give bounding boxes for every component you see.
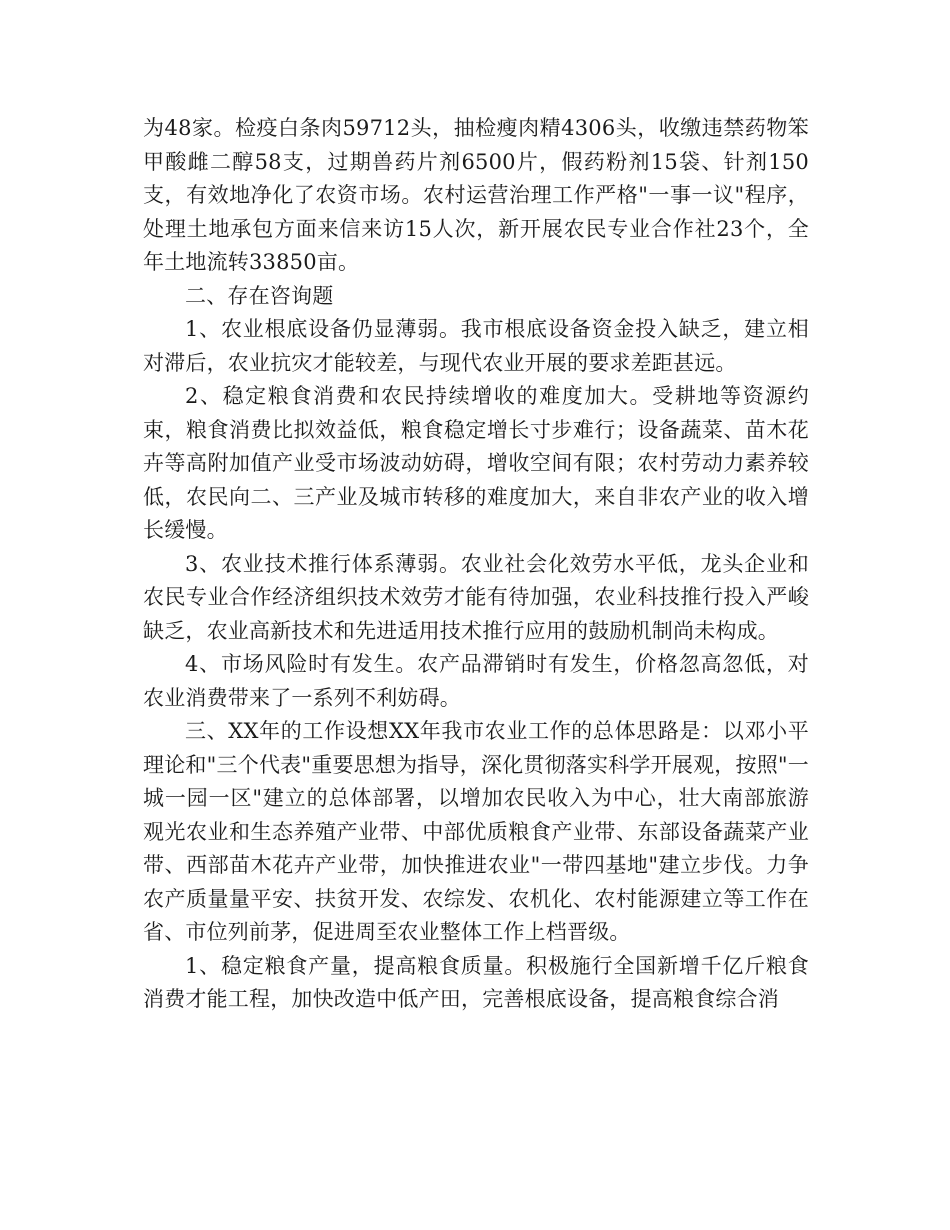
paragraph-work-plan: 三、XX年的工作设想XX年我市农业工作的总体思路是：以邓小平理论和"三个代表"重要思想为指导，深化贯彻落实科学开展观，按照"一城一园一区"建立的总体部署，以增加农民收入为中心，壮大南部旅游观光农业和生态养殖产业带、中部优质粮食产业带、东部设备蔬菜产业带、西部苗木花卉产业带，加快推进农业"一带四基地"建立步伐。力争农产质量量平安、扶贫开发、农综发、农机化、农村能源建立等工作在省、市位列前茅，促进周至农业整体工作上档晋级。 — [143, 719, 809, 944]
paragraph-problem-1: 1、农业根底设备仍显薄弱。我市根底设备资金投入缺乏，建立相对滞后，农业抗灾才能较差，与现代农业开展的要求差距甚远。 — [143, 317, 809, 375]
paragraph-plan-item-1: 1、稳定粮食产量，提高粮食质量。积极施行全国新增千亿斤粮食消费才能工程，加快改造中低产田，完善根底设备，提高粮食综合消 — [143, 953, 809, 1011]
paragraph-problem-3: 3、农业技术推行体系薄弱。农业社会化效劳水平低，龙头企业和农民专业合作经济组织技术效劳才能有待加强，农业科技推行投入严峻缺乏，农业高新技术和先进适用技术推行应用的鼓励机制尚未构成。 — [143, 551, 809, 643]
paragraph-problem-4: 4、市场风险时有发生。农产品滞销时有发生，价格忽高忽低，对农业消费带来了一系列不利妨碍。 — [143, 652, 809, 710]
paragraph-inspection-results: 为48家。检疫白条肉59712头，抽检瘦肉精4306头，收缴违禁药物笨甲酸雌二醇58支，过期兽药片剂6500片，假药粉剂15袋、针剂150支，有效地净化了农资市场。农村运营治理工作严格"一事一议"程序，处理土地承包方面来信来访15人次，新开展农民专业合作社23个，全年土地流转33850亩。 — [143, 116, 809, 274]
document-body — [143, 112, 809, 1017]
section-heading-existing-problems: 二、存在咨询题 — [185, 283, 334, 308]
paragraph-problem-2: 2、稳定粮食消费和农民持续增收的难度加大。受耕地等资源约束，粮食消费比拟效益低，粮食稳定增长寸步难行；设备蔬菜、苗木花卉等高附加值产业受市场波动妨碍，增收空间有限；农村劳动力素养较低，农民向二、三产业及城市转移的难度加大，来自非农产业的收入增长缓慢。 — [143, 384, 809, 542]
